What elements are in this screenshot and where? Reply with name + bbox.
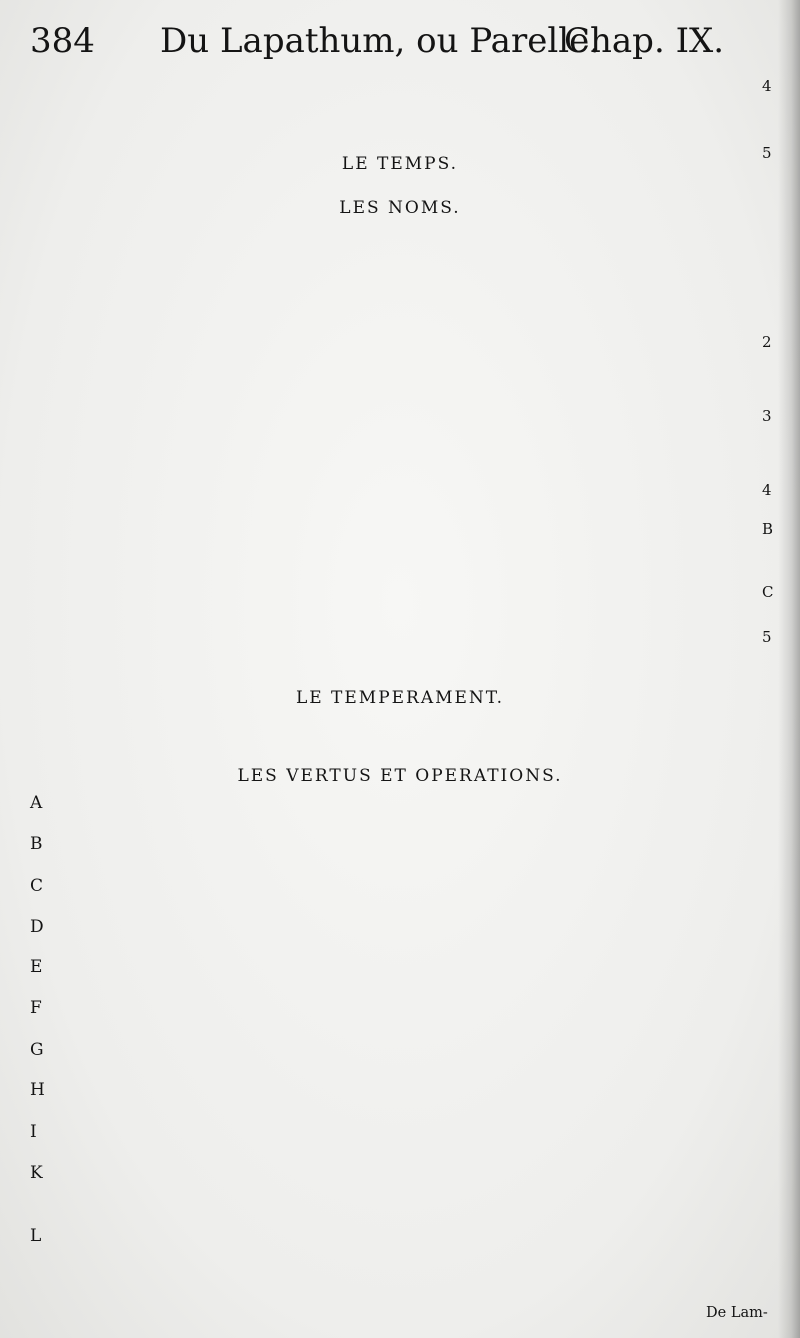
margin-number: 4 bbox=[762, 481, 772, 499]
margin-number: 4 bbox=[762, 77, 772, 95]
margin-number: 2 bbox=[762, 333, 772, 351]
margin-letter: H bbox=[30, 1080, 45, 1100]
margin-letter: B bbox=[30, 834, 43, 854]
section-heading: LE TEMPERAMENT. bbox=[295, 688, 505, 708]
margin-letter: F bbox=[30, 998, 42, 1018]
margin-number: 5 bbox=[762, 628, 772, 646]
margin-letter: E bbox=[30, 957, 43, 977]
running-title: Du Lapathum, ou Parelle. bbox=[160, 21, 601, 61]
margin-letter: K bbox=[30, 1163, 43, 1183]
page-number: 384 bbox=[30, 21, 95, 61]
margin-letter: L bbox=[30, 1226, 42, 1246]
margin-number: 3 bbox=[762, 407, 772, 425]
margin-number: 5 bbox=[762, 144, 772, 162]
margin-letter: I bbox=[30, 1122, 37, 1142]
margin-letter: A bbox=[30, 793, 43, 813]
catchword: De Lam- bbox=[706, 1305, 768, 1321]
chapter-label: Chap. IX. bbox=[564, 21, 725, 61]
margin-letter: D bbox=[30, 917, 44, 937]
section-heading: LE TEMPS. bbox=[341, 154, 459, 174]
section-heading: LES NOMS. bbox=[339, 198, 461, 218]
margin-letter: G bbox=[30, 1040, 44, 1060]
margin-letter: C bbox=[762, 583, 774, 601]
margin-letter: C bbox=[30, 876, 44, 896]
running-header bbox=[30, 14, 730, 68]
margin-letter: B bbox=[762, 520, 774, 538]
section-heading: LES VERTUS ET OPERATIONS. bbox=[237, 766, 563, 786]
